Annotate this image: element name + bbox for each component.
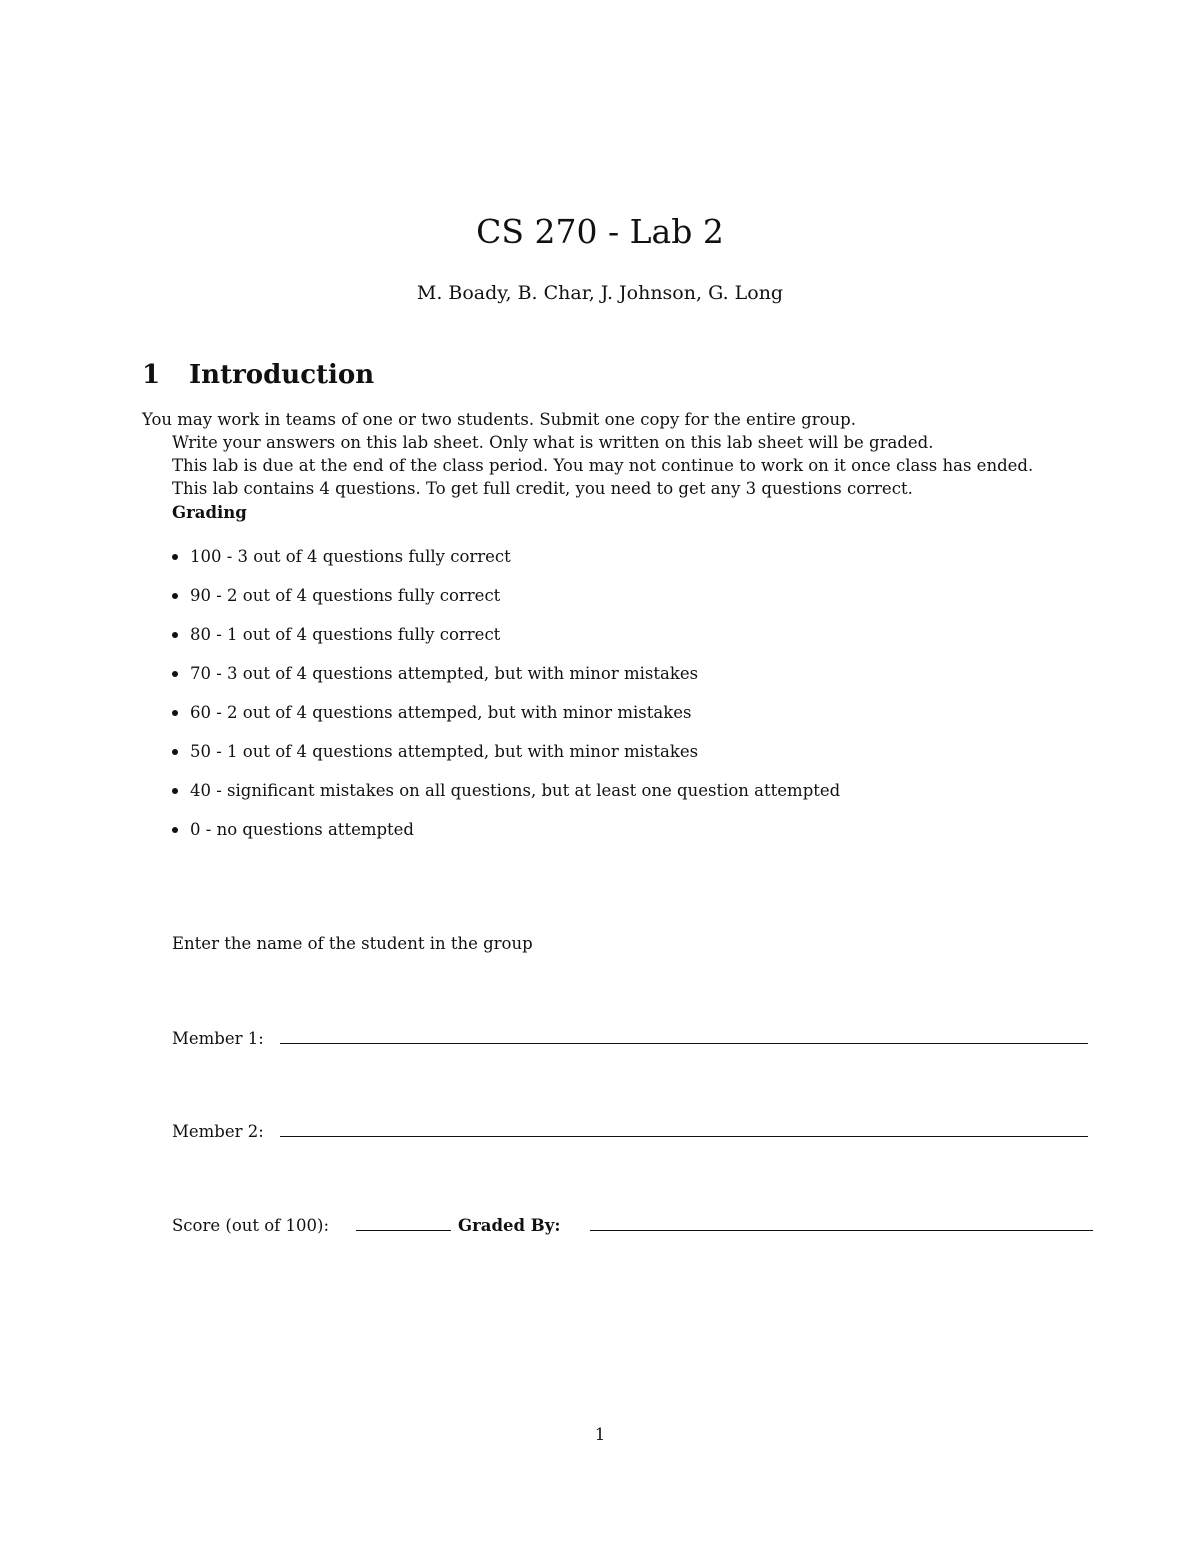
section-heading	[142, 358, 374, 392]
grading-item-text: 100 - 3 out of 4 questions fully correct	[190, 547, 511, 566]
grading-label: Grading	[172, 503, 247, 522]
grading-item	[172, 780, 840, 819]
bullet-icon	[172, 788, 178, 794]
bullet-icon	[172, 554, 178, 560]
document-title: CS 270 - Lab 2	[476, 212, 724, 251]
grading-item-text: 60 - 2 out of 4 questions attemped, but with minor mistakes	[190, 703, 692, 722]
grading-item-text: 70 - 3 out of 4 questions attempted, but with minor mistakes	[190, 664, 699, 683]
grading-item	[172, 663, 840, 702]
score-label: Score (out of 100):	[172, 1216, 330, 1235]
names-instruction: Enter the name of the student in the group	[172, 934, 533, 953]
grading-item	[172, 702, 840, 741]
member1-label: Member 1:	[172, 1029, 264, 1048]
bullet-icon	[172, 749, 178, 755]
page-number: 1	[594, 1425, 606, 1444]
grading-item	[172, 624, 840, 663]
grading-list	[172, 546, 840, 858]
grading-item-text: 40 - significant mistakes on all questions, but at least one question attempted	[190, 781, 841, 800]
section-title: Introduction	[189, 360, 375, 390]
bullet-icon	[172, 827, 178, 833]
member2-label: Member 2:	[172, 1122, 264, 1141]
bullet-icon	[172, 671, 178, 677]
grading-item	[172, 819, 840, 858]
graded-by-label: Graded By:	[458, 1216, 561, 1235]
grading-item	[172, 741, 840, 780]
intro-paragraph-teams: You may work in teams of one or two students. Submit one copy for the entire group.	[142, 410, 856, 429]
grading-item-text: 0 - no questions attempted	[190, 820, 414, 839]
score-field[interactable]	[356, 1230, 451, 1231]
member2-field[interactable]	[280, 1136, 1088, 1137]
bullet-icon	[172, 710, 178, 716]
intro-paragraph-due: This lab is due at the end of the class period. You may not continue to work on it once class has ended.	[172, 456, 1034, 475]
bullet-icon	[172, 632, 178, 638]
grading-item-text: 80 - 1 out of 4 questions fully correct	[190, 625, 501, 644]
grading-item-text: 50 - 1 out of 4 questions attempted, but with minor mistakes	[190, 742, 699, 761]
intro-paragraph-answers: Write your answers on this lab sheet. Only what is written on this lab sheet will be graded.	[172, 433, 934, 452]
grading-item	[172, 546, 840, 585]
graded-by-field[interactable]	[590, 1230, 1093, 1231]
document-authors: M. Boady, B. Char, J. Johnson, G. Long	[416, 282, 784, 304]
member1-field[interactable]	[280, 1043, 1088, 1044]
grading-item-text: 90 - 2 out of 4 questions fully correct	[190, 586, 501, 605]
grading-item	[172, 585, 840, 624]
intro-paragraph-questions: This lab contains 4 questions. To get full credit, you need to get any 3 questions correct.	[172, 479, 913, 498]
section-number: 1	[142, 360, 161, 390]
bullet-icon	[172, 593, 178, 599]
